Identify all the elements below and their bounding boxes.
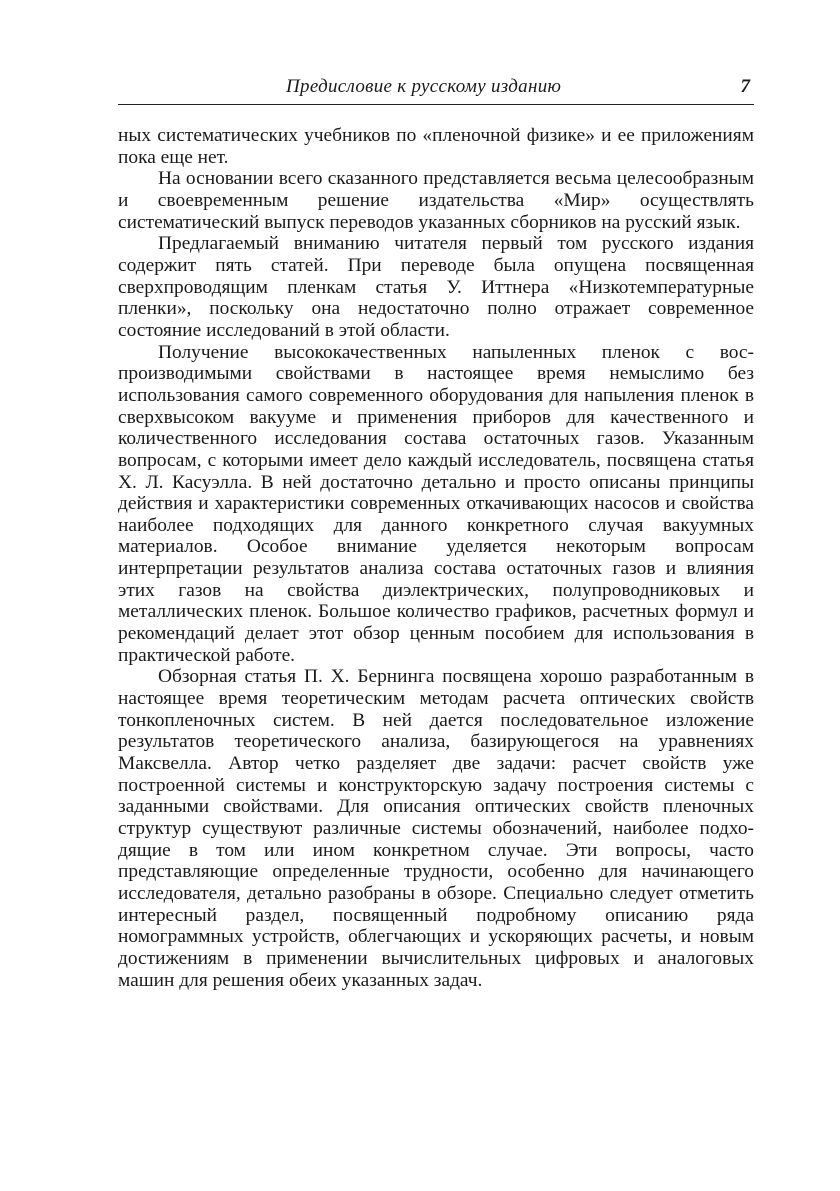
paragraph: Предлагаемый вниманию читателя первый том русского издания содержит пять статей. При переводе была опущена посвященная сверхпроводящим пленкам статья У. Иттнера «Низкотемпературные пленки», поскольку она недостаточно полно отражает современное состояние исследований в этой области. xyxy=(118,233,754,341)
page-number: 7 xyxy=(740,76,750,97)
paragraph: На основании всего сказанного представляется весьма целесообразным и своевременным решение издательства «Мир» осуществлять систематический выпуск переводов указанных сборников на русский язык. xyxy=(118,168,754,233)
running-header xyxy=(118,70,754,105)
paragraph-continuation: ных систематических учебников по «пленочной физике» и ее приложениям пока еще нет. xyxy=(118,125,754,168)
paragraph: Обзорная статья П. Х. Бернинга посвящена хорошо разработанным в настоящее время теоретическим методам расчета оптических свойств тонкопленочных систем. В ней дается последовательное изложение результатов теоретического анализа, базирующегося на уравнениях Максвелла. Автор четко разделяет две задачи: расчет свойств уже построенной системы и конструкторскую задачу построения системы с заданными свойствами. Для описания оптических свойств пленочных структур существуют различные системы обозначений, наиболее подходящие в том или ином конкретном случае. Эти вопросы, часто представляющие определенные трудности, особенно для начинающего исследователя, детально разобраны в обзоре. Специально следует отметить интересный раздел, посвященный подробному описанию ряда номограммных устройств, облегчающих и ускоряющих расчеты, и новым достижениям в применении вычислительных цифровых и аналоговых машин для решения обеих указанных задач. xyxy=(118,666,754,991)
book-page xyxy=(118,70,754,991)
paragraph: Получение высококачественных напыленных пленок с воспроизводимыми свойствами в настоящее время немыслимо без использования самого современного оборудования для напыления пленок в сверхвысоком вакууме и применения приборов для качественного и количественного исследования состава остаточных газов. Указанным вопросам, с которыми имеет дело каждый исследователь, посвящена статья Х. Л. Касуэлла. В ней достаточно детально и просто описаны принципы действия и характеристики современных откачивающих насосов и свойства наиболее подходящих для данного конкретного случая вакуумных материалов. Особое внимание уделяется некоторым вопросам интерпретации результатов анализа состава остаточных газов и влияния этих газов на свойства диэлектрических, полупроводниковых и металлических пленок. Большое количество графиков, расчетных формул и рекомендаций делает этот обзор ценным пособием для использования в практической работе. xyxy=(118,341,754,666)
body-text xyxy=(118,125,754,991)
running-title: Предисловие к русскому изданию xyxy=(286,76,562,97)
